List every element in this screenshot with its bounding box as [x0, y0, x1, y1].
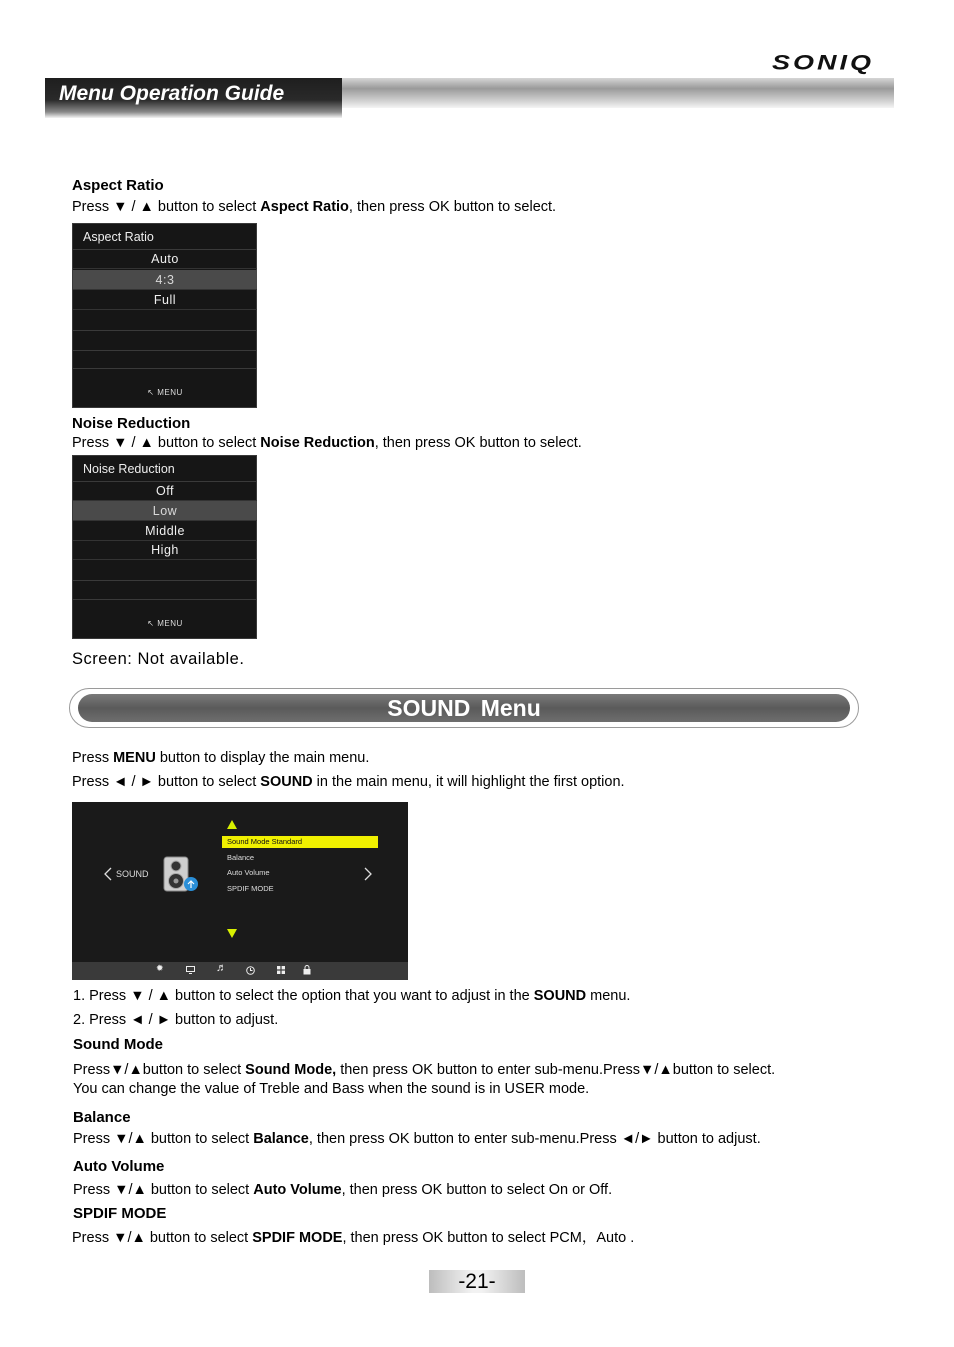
osd-option-4-3[interactable]: 4:3 [73, 270, 257, 290]
osd-option-low[interactable]: Low [73, 501, 257, 521]
chevron-right-icon[interactable] [364, 867, 372, 881]
chevron-left-icon[interactable] [104, 867, 112, 881]
grid-icon[interactable] [277, 966, 285, 974]
balance-heading: Balance [73, 1109, 131, 1126]
music-icon[interactable]: ♬ [216, 962, 227, 974]
osd-divider [73, 368, 257, 369]
osd-option-high[interactable]: High [73, 540, 257, 560]
screen-note: Screen: Not available. [72, 650, 245, 668]
speaker-icon [160, 855, 204, 895]
step-2: 2. Press ◄ / ► button to adjust. [73, 1012, 279, 1028]
aspect-ratio-instruction: Press ▼ / ▲ button to select Aspect Ratio, then press OK button to select. [72, 199, 557, 215]
bottom-icon-bar [72, 962, 408, 980]
sound-menu-banner: SOUND Menu [78, 694, 850, 722]
noise-reduction-heading: Noise Reduction [72, 415, 191, 432]
auto-volume-line: Press ▼/▲ button to select Auto Volume, then press OK button to select On or Off. [73, 1182, 613, 1198]
aspect-ratio-osd [72, 223, 257, 408]
menu-item-auto-volume[interactable]: Auto Volume [227, 868, 270, 877]
spdif-heading: SPDIF MODE [73, 1205, 167, 1222]
menu-item-balance[interactable]: Balance [227, 853, 255, 862]
osd-option-full[interactable]: Full [73, 290, 257, 310]
page-number: -21- [429, 1270, 525, 1293]
osd-option-middle[interactable]: Middle [73, 521, 257, 541]
menu-item-spdif-mode[interactable]: SPDIF MODE [227, 884, 274, 893]
clock-icon[interactable] [246, 966, 255, 975]
return-icon: ↖ [147, 388, 155, 397]
step-1: 1. Press ▼ / ▲ button to select the option that you want to adjust in the SOUND menu. [73, 988, 631, 1004]
osd-header: Aspect Ratio [83, 230, 154, 244]
gear-icon[interactable]: ✹ [156, 963, 164, 973]
osd-divider [73, 350, 257, 351]
sound-mode-heading: Sound Mode [73, 1036, 163, 1053]
osd-header: Noise Reduction [83, 462, 175, 476]
sound-mode-line-1: Press▼/▲button to select Sound Mode, then press OK button to enter sub-menu.Press▼/▲button to select. [73, 1062, 776, 1078]
sound-mode-line-2: You can change the value of Treble and Bass when the sound is in USER mode. [73, 1081, 590, 1097]
osd-divider [73, 599, 257, 600]
osd-divider [73, 580, 257, 581]
monitor-icon[interactable] [186, 966, 195, 974]
osd-menu-hint: ↖ MENU [147, 388, 183, 397]
intro-line-2: Press ◄ / ► button to select SOUND in the main menu, it will highlight the first option. [72, 774, 625, 790]
down-arrow-icon[interactable] [227, 929, 237, 938]
balance-line: Press ▼/▲ button to select Balance, then press OK button to enter sub-menu.Press ◄/► button to adjust. [73, 1131, 761, 1147]
intro-line-1: Press MENU button to display the main menu. [72, 750, 370, 766]
spdif-line: Press ▼/▲ button to select SPDIF MODE, then press OK button to select PCM，Auto . [72, 1230, 635, 1246]
osd-option-off[interactable]: Off [73, 481, 257, 501]
return-icon: ↖ [147, 619, 155, 628]
page-title: Menu Operation Guide [59, 82, 285, 105]
brand-logo: SONIQ [772, 51, 875, 75]
sound-menu-screenshot [72, 802, 408, 980]
lock-icon[interactable] [303, 965, 311, 975]
sound-label: SOUND [116, 869, 149, 879]
osd-divider [73, 330, 257, 331]
noise-reduction-osd [72, 455, 257, 639]
menu-item-sound-mode[interactable]: Sound Mode Standard [227, 837, 303, 846]
noise-reduction-instruction: Press ▼ / ▲ button to select Noise Reduction, then press OK button to select. [72, 435, 582, 451]
osd-menu-hint: ↖ MENU [147, 619, 183, 628]
osd-option-auto[interactable]: Auto [73, 249, 257, 269]
auto-volume-heading: Auto Volume [73, 1158, 165, 1175]
up-arrow-icon[interactable] [227, 820, 237, 829]
aspect-ratio-heading: Aspect Ratio [72, 177, 164, 194]
